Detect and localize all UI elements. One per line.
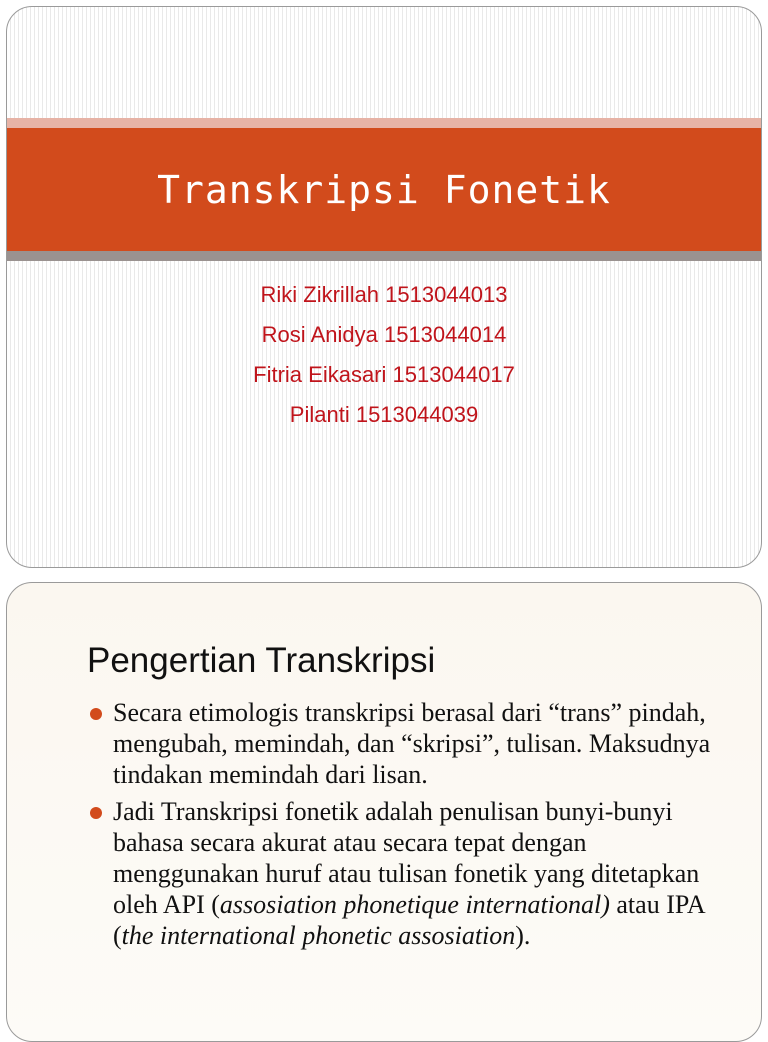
title-band-top-stripe [7,118,761,128]
slide-title: Transkripsi Fonetik [157,167,611,212]
author-line: Rosi Anidya 1513044014 [261,322,507,347]
bullet-dot-icon [90,807,102,819]
bullet-list [87,697,711,957]
title-band [7,128,761,251]
author-line: Riki Zikrillah 1513044013 [260,282,508,307]
author-line: Pilanti 1513044039 [289,402,479,427]
bullet-text: Jadi Transkripsi fonetik adalah penulisan bunyi-bunyi bahasa secara akurat atau secara tepat dengan menggunakan huruf atau tulisan fonetik yang ditetapkan oleh API ( [113,797,700,919]
bullet-text: ). [515,921,531,950]
bullet-italic-term: assosiation phonetique international) [219,890,610,919]
bullet-dot-icon [90,708,102,720]
author-line: Fitria Eikasari 1513044017 [253,362,515,387]
bullet-item [87,697,711,790]
bullet-text: Secara etimologis transkripsi berasal dari “trans” pindah, mengubah, memindah, dan “skripsi”, tulisan. Maksudnya tindakan memindah dari lisan. [113,698,711,789]
author-list [7,275,761,435]
title-slide [6,6,762,568]
bullet-italic-term: the international phonetic assosiation [121,921,516,950]
slide-heading: Pengertian Transkripsi [87,641,436,680]
bullet-text: atau IPA ( [113,890,705,950]
title-band-bottom-stripe [7,251,761,261]
bullet-item [87,796,711,951]
content-slide [6,582,762,1042]
